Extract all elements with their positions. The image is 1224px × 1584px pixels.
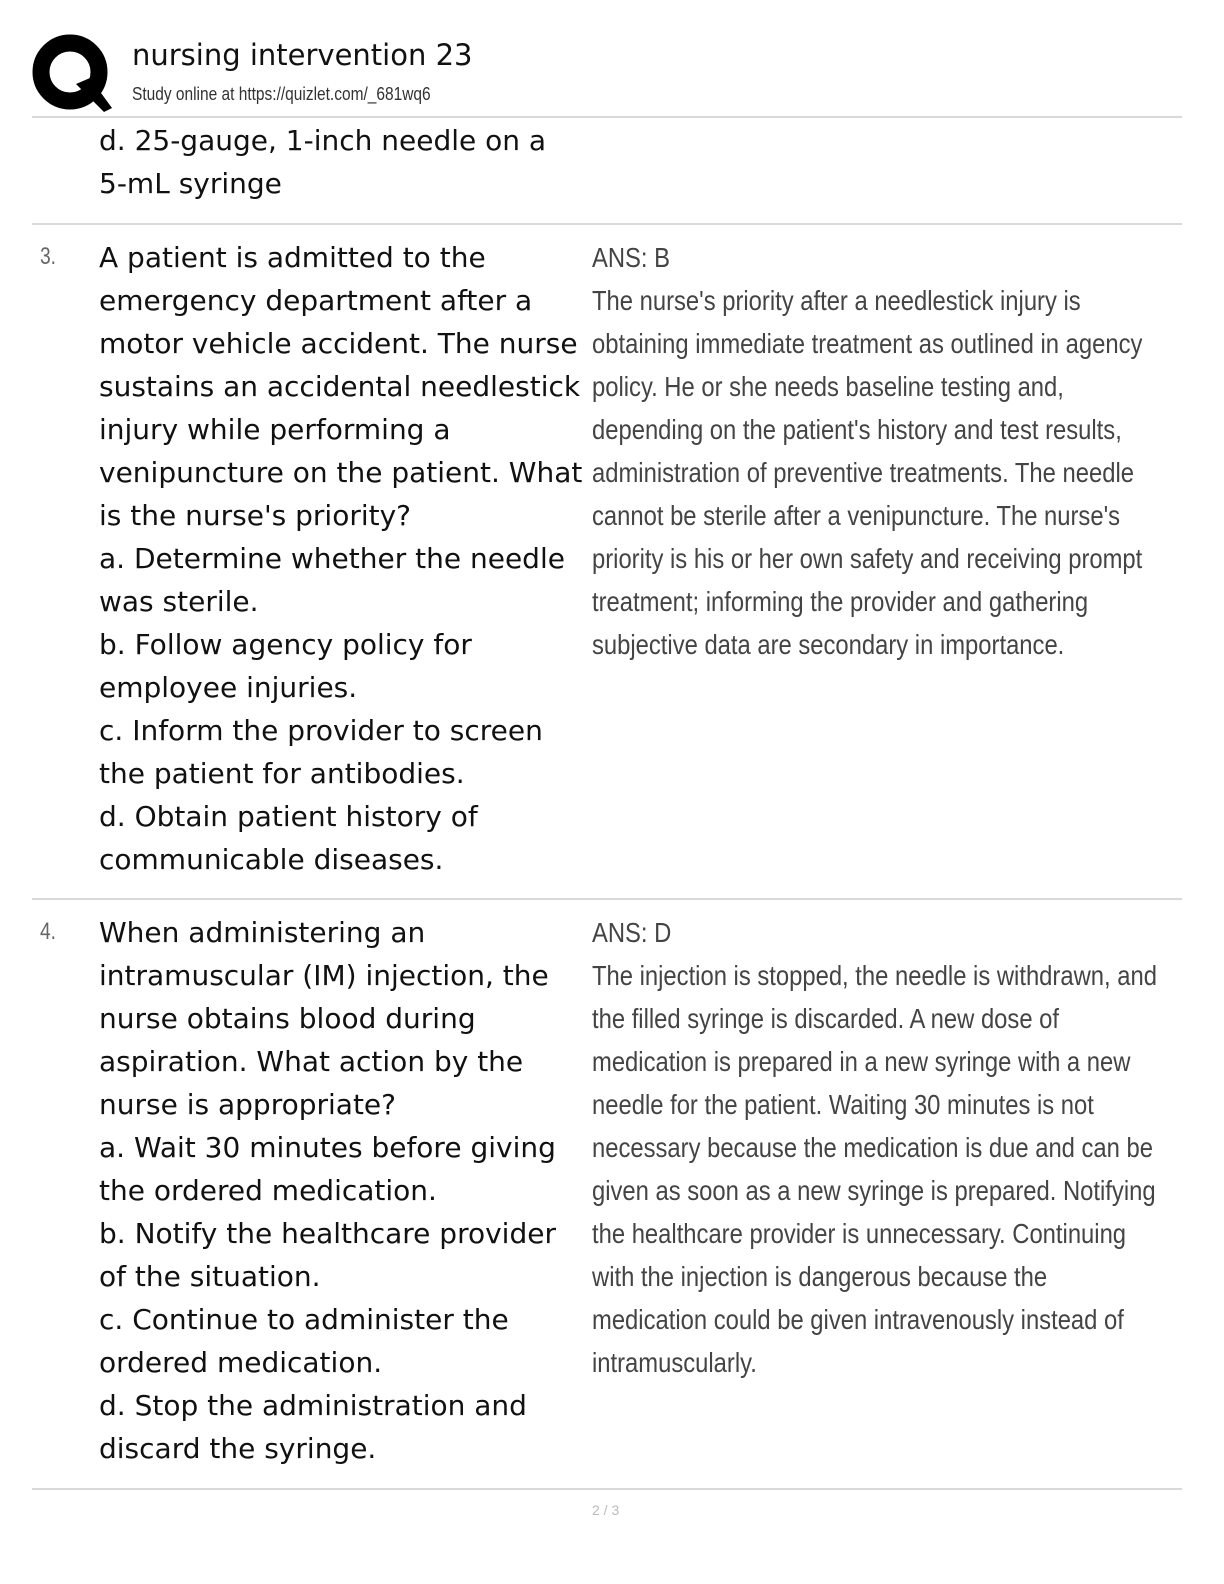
answer-explanation: The nurse's priority after a needlestick injury is obtaining immediate treatment as outlined in agency policy. He or she needs baseline testing and, depending on the patient's history and test results, administration of preventive treatments. The needle cannot be sterile after a venipuncture. The nurse's priority is his or her own safety and receiving prompt treatment; informing the provider and gathering subjective data are secondary in importance. — [592, 285, 1143, 660]
option-b: b. Notify the healthcare provider of the situation. — [99, 1217, 556, 1293]
option-c: c. Inform the provider to screen the patient for antibodies. — [99, 714, 543, 790]
continued-question-text — [99, 119, 589, 205]
card-question — [99, 911, 589, 1470]
card-answer — [592, 236, 1162, 666]
continued-option-line: 5-mL syringe — [99, 167, 282, 200]
card-number: 4. — [40, 918, 57, 945]
set-title: nursing intervention 23 — [132, 38, 473, 72]
option-a: a. Determine whether the needle was sterile. — [99, 542, 565, 618]
option-a: a. Wait 30 minutes before giving the ordered medication. — [99, 1131, 556, 1207]
question-text: When administering an intramuscular (IM) injection, the nurse obtains blood during aspiration. What action by the nurse is appropriate? — [99, 916, 549, 1121]
card-answer — [592, 911, 1162, 1384]
answer-explanation: The injection is stopped, the needle is withdrawn, and the filled syringe is discarded. A new dose of medication is prepared in a new syringe with a new needle for the patient. Waiting 30 minutes is not necessary because the medication is due and can be given as soon as a new syringe is prepared. Notifying the healthcare provider is unnecessary. Continuing with the injection is dangerous because the medication could be given intravenously instead of intramuscularly. — [592, 960, 1157, 1378]
option-d: d. Obtain patient history of communicable diseases. — [99, 800, 478, 876]
page-header — [32, 34, 1182, 118]
quizlet-q-logo-icon — [32, 34, 112, 114]
question-text: A patient is admitted to the emergency department after a motor vehicle accident. The nurse sustains an accidental needlestick injury while performing a venipuncture on the patient. What is the nurse's priority? — [99, 241, 583, 532]
study-online-link[interactable]: Study online at https://quizlet.com/_681wq6 — [132, 84, 431, 104]
page-number: 2 / 3 — [592, 1502, 620, 1518]
option-c: c. Continue to administer the ordered medication. — [99, 1303, 509, 1379]
divider — [32, 898, 1182, 900]
continued-option-line: d. 25-gauge, 1-inch needle on a — [99, 124, 547, 157]
option-b: b. Follow agency policy for employee injuries. — [99, 628, 472, 704]
card-number: 3. — [40, 243, 57, 270]
card-question — [99, 236, 589, 881]
answer-label: ANS: B — [592, 242, 671, 273]
divider — [32, 223, 1182, 225]
answer-label: ANS: D — [592, 917, 672, 948]
divider — [32, 1488, 1182, 1490]
divider — [32, 116, 1182, 118]
option-d: d. Stop the administration and discard the syringe. — [99, 1389, 527, 1465]
